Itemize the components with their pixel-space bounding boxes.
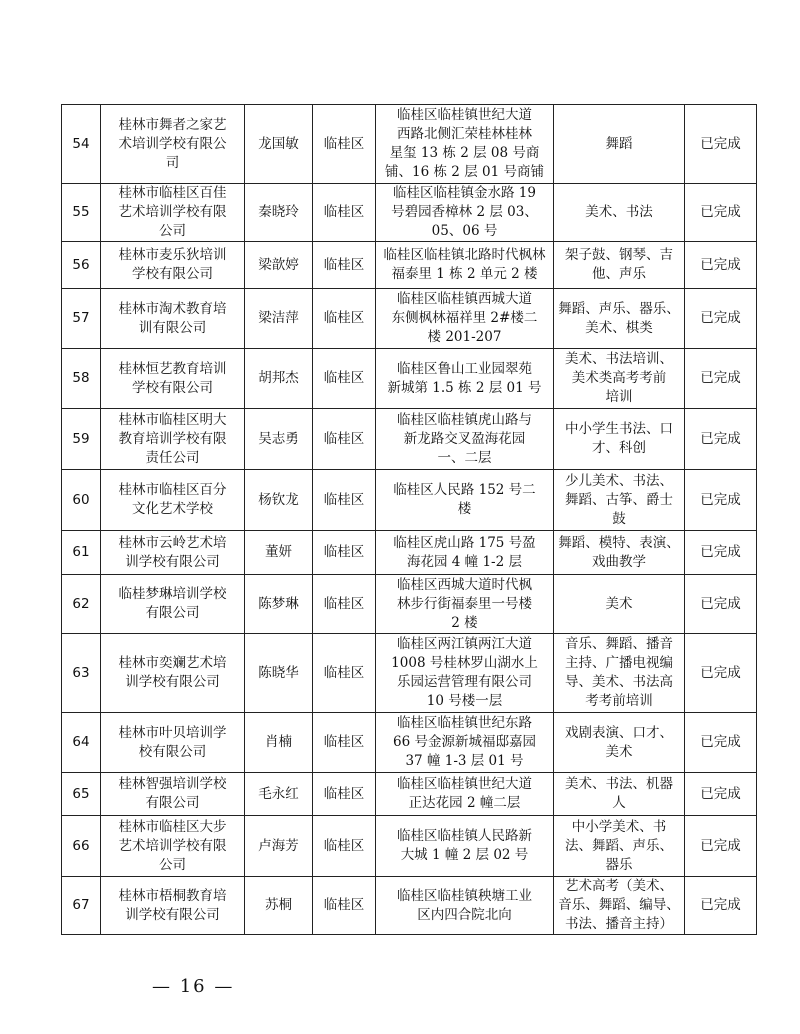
courses-cell: 艺术高考（美术、 音乐、舞蹈、编导、 书法、播音主持） — [554, 877, 685, 935]
legal-representative-cell: 龙国敏 — [245, 105, 313, 184]
courses-cell: 美术、书法培训、 美术类高考考前 培训 — [554, 349, 685, 409]
district-cell: 临桂区 — [313, 713, 376, 773]
school-name-cell: 桂林市淘术教育培 训有限公司 — [101, 289, 245, 349]
courses-cell: 少儿美术、书法、 舞蹈、古筝、爵士 鼓 — [554, 470, 685, 531]
address-cell: 临桂区临桂镇世纪东路 66 号金源新城福邸嘉园 37 幢 1-3 层 01 号 — [376, 713, 554, 773]
status-cell: 已完成 — [685, 713, 757, 773]
address-cell: 临桂区西城大道时代枫 林步行街福泰里一号楼 2 楼 — [376, 575, 554, 634]
address-cell: 临桂区临桂镇北路时代枫林 福泰里 1 栋 2 单元 2 楼 — [376, 242, 554, 289]
district-cell: 临桂区 — [313, 634, 376, 713]
legal-representative-cell: 卢海芳 — [245, 816, 313, 877]
district-cell: 临桂区 — [313, 184, 376, 242]
district-cell: 临桂区 — [313, 289, 376, 349]
row-number-cell: 59 — [62, 409, 101, 470]
address-cell: 临桂区临桂镇西城大道 东侧枫林福祥里 2#楼二 楼 201-207 — [376, 289, 554, 349]
status-cell: 已完成 — [685, 634, 757, 713]
row-number-cell: 63 — [62, 634, 101, 713]
table-row — [62, 575, 757, 634]
address-cell: 临桂区临桂镇金水路 19 号碧园香樟林 2 层 03、 05、06 号 — [376, 184, 554, 242]
school-name-cell: 桂林市梧桐教育培 训学校有限公司 — [101, 877, 245, 935]
courses-cell: 美术、书法 — [554, 184, 685, 242]
status-cell: 已完成 — [685, 575, 757, 634]
school-name-cell: 临桂梦琳培训学校 有限公司 — [101, 575, 245, 634]
courses-cell: 中小学生书法、口 才、科创 — [554, 409, 685, 470]
legal-representative-cell: 梁洁萍 — [245, 289, 313, 349]
school-name-cell: 桂林市舞者之家艺 术培训学校有限公 司 — [101, 105, 245, 184]
table-row — [62, 470, 757, 531]
district-cell: 临桂区 — [313, 470, 376, 531]
table-row — [62, 105, 757, 184]
row-number-cell: 66 — [62, 816, 101, 877]
legal-representative-cell: 胡邦杰 — [245, 349, 313, 409]
training-school-table — [61, 104, 757, 935]
school-name-cell: 桂林市叶贝培训学 校有限公司 — [101, 713, 245, 773]
table-row — [62, 877, 757, 935]
row-number-cell: 60 — [62, 470, 101, 531]
district-cell: 临桂区 — [313, 773, 376, 816]
courses-cell: 舞蹈 — [554, 105, 685, 184]
status-cell: 已完成 — [685, 816, 757, 877]
status-cell: 已完成 — [685, 184, 757, 242]
page-number: — 16 — — [152, 976, 235, 997]
courses-cell: 舞蹈、模特、表演、 戏曲教学 — [554, 531, 685, 575]
address-cell: 临桂区两江镇两江大道 1008 号桂林罗山湖水上 乐园运营管理有限公司 10 号楼一层 — [376, 634, 554, 713]
table-row — [62, 634, 757, 713]
district-cell: 临桂区 — [313, 877, 376, 935]
address-cell: 临桂区人民路 152 号二 楼 — [376, 470, 554, 531]
status-cell: 已完成 — [685, 349, 757, 409]
school-name-cell: 桂林市云岭艺术培 训学校有限公司 — [101, 531, 245, 575]
courses-cell: 戏剧表演、口才、 美术 — [554, 713, 685, 773]
courses-cell: 美术 — [554, 575, 685, 634]
table-row — [62, 531, 757, 575]
address-cell: 临桂区虎山路 175 号盈 海花园 4 幢 1-2 层 — [376, 531, 554, 575]
address-cell: 临桂区临桂镇世纪大道 西路北侧汇荣桂林桂林 星玺 13 栋 2 层 08 号商 铺、16 栋 2 层 01 号商铺 — [376, 105, 554, 184]
table-row — [62, 816, 757, 877]
status-cell: 已完成 — [685, 877, 757, 935]
legal-representative-cell: 秦晓玲 — [245, 184, 313, 242]
status-cell: 已完成 — [685, 470, 757, 531]
status-cell: 已完成 — [685, 105, 757, 184]
legal-representative-cell: 陈晓华 — [245, 634, 313, 713]
row-number-cell: 54 — [62, 105, 101, 184]
row-number-cell: 56 — [62, 242, 101, 289]
row-number-cell: 61 — [62, 531, 101, 575]
table-row — [62, 409, 757, 470]
courses-cell: 舞蹈、声乐、器乐、 美术、棋类 — [554, 289, 685, 349]
legal-representative-cell: 肖楠 — [245, 713, 313, 773]
status-cell: 已完成 — [685, 289, 757, 349]
row-number-cell: 67 — [62, 877, 101, 935]
row-number-cell: 55 — [62, 184, 101, 242]
school-name-cell: 桂林市奕斓艺术培 训学校有限公司 — [101, 634, 245, 713]
table-row — [62, 773, 757, 816]
address-cell: 临桂区临桂镇人民路新 大城 1 幢 2 层 02 号 — [376, 816, 554, 877]
district-cell: 临桂区 — [313, 105, 376, 184]
address-cell: 临桂区临桂镇虎山路与 新龙路交叉盈海花园 一、二层 — [376, 409, 554, 470]
courses-cell: 中小学美术、书 法、舞蹈、声乐、 器乐 — [554, 816, 685, 877]
legal-representative-cell: 陈梦琳 — [245, 575, 313, 634]
table-row — [62, 349, 757, 409]
address-cell: 临桂区临桂镇世纪大道 正达花园 2 幢二层 — [376, 773, 554, 816]
school-name-cell: 桂林市麦乐狄培训 学校有限公司 — [101, 242, 245, 289]
table-row — [62, 242, 757, 289]
status-cell: 已完成 — [685, 242, 757, 289]
legal-representative-cell: 董妍 — [245, 531, 313, 575]
legal-representative-cell: 梁歆婷 — [245, 242, 313, 289]
row-number-cell: 58 — [62, 349, 101, 409]
table-row — [62, 713, 757, 773]
school-name-cell: 桂林市临桂区百佳 艺术培训学校有限 公司 — [101, 184, 245, 242]
district-cell: 临桂区 — [313, 816, 376, 877]
row-number-cell: 65 — [62, 773, 101, 816]
address-cell: 临桂区鲁山工业园翠苑 新城第 1.5 栋 2 层 01 号 — [376, 349, 554, 409]
school-name-cell: 桂林市临桂区明大 教育培训学校有限 责任公司 — [101, 409, 245, 470]
row-number-cell: 62 — [62, 575, 101, 634]
school-name-cell: 桂林市临桂区百分 文化艺术学校 — [101, 470, 245, 531]
school-name-cell: 桂林市临桂区大步 艺术培训学校有限 公司 — [101, 816, 245, 877]
courses-cell: 音乐、舞蹈、播音 主持、广播电视编 导、美术、书法高 考考前培训 — [554, 634, 685, 713]
school-name-cell: 桂林恒艺教育培训 学校有限公司 — [101, 349, 245, 409]
table-row — [62, 184, 757, 242]
address-cell: 临桂区临桂镇秧塘工业 区内四合院北向 — [376, 877, 554, 935]
courses-cell: 美术、书法、机器 人 — [554, 773, 685, 816]
courses-cell: 架子鼓、钢琴、吉 他、声乐 — [554, 242, 685, 289]
row-number-cell: 57 — [62, 289, 101, 349]
status-cell: 已完成 — [685, 531, 757, 575]
legal-representative-cell: 吴志勇 — [245, 409, 313, 470]
district-cell: 临桂区 — [313, 531, 376, 575]
status-cell: 已完成 — [685, 409, 757, 470]
table-row — [62, 289, 757, 349]
status-cell: 已完成 — [685, 773, 757, 816]
table-body — [62, 105, 757, 935]
district-cell: 临桂区 — [313, 409, 376, 470]
legal-representative-cell: 杨钦龙 — [245, 470, 313, 531]
legal-representative-cell: 苏桐 — [245, 877, 313, 935]
district-cell: 临桂区 — [313, 349, 376, 409]
row-number-cell: 64 — [62, 713, 101, 773]
district-cell: 临桂区 — [313, 242, 376, 289]
district-cell: 临桂区 — [313, 575, 376, 634]
school-name-cell: 桂林智强培训学校 有限公司 — [101, 773, 245, 816]
legal-representative-cell: 毛永红 — [245, 773, 313, 816]
